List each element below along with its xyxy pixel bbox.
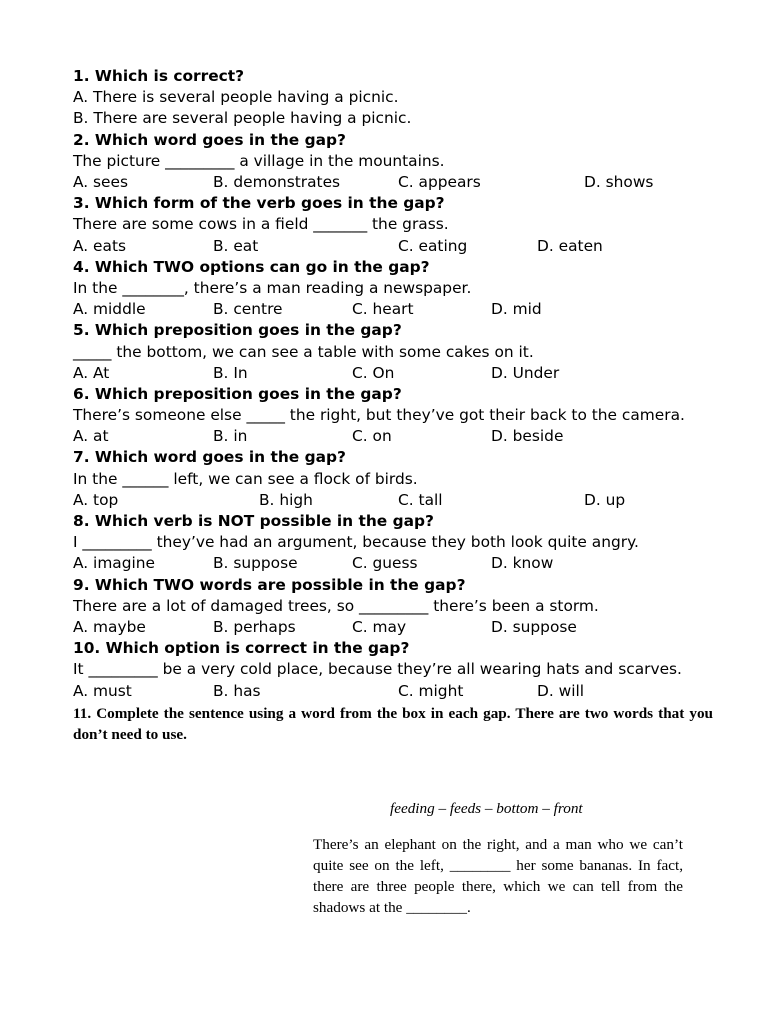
option-d: D. shows [584,172,654,191]
question-4 [73,257,713,321]
question-title: 2. Which word goes in the gap? [73,130,346,149]
question-stem: It _________ be a very cold place, because they’re all wearing hats and scarves. [73,660,682,679]
option-b: B. perhaps [213,618,296,637]
option-c: C. appears [398,172,481,191]
question-10 [73,638,713,702]
option-b: B. in [213,427,248,446]
options-row [73,553,713,574]
options-row [73,236,713,257]
question-title: 8. Which verb is NOT possible in the gap? [73,512,434,531]
question-3 [73,193,713,257]
option-d: D. up [584,490,626,509]
option-d: D. know [491,554,554,573]
question-option-line: A. There is several people having a picnic. [73,88,399,107]
question-11-instruction: 11. Complete the sentence using a word from the box in each gap. There are two words that you don’t need to use. [73,704,713,743]
options-row [73,299,713,320]
option-a: A. middle [73,300,146,319]
option-c: C. guess [352,554,418,573]
question-title: 10. Which option is correct in the gap? [73,639,410,658]
options-row [73,426,713,447]
question-option-line: B. There are several people having a picnic. [73,109,412,128]
question-stem: I _________ they’ve had an argument, because they both look quite angry. [73,533,639,552]
option-b: B. eat [213,236,259,255]
question-stem: In the ________, there’s a man reading a newspaper. [73,278,472,297]
option-b: B. demonstrates [213,172,341,191]
option-c: C. tall [398,490,443,509]
option-a: A. maybe [73,618,146,637]
options-row [73,617,713,638]
question-9 [73,575,713,639]
question-title: 6. Which preposition goes in the gap? [73,384,402,403]
question-stem: There’s someone else _____ the right, but they’ve got their back to the camera. [73,406,685,425]
question-title: 5. Which preposition goes in the gap? [73,321,402,340]
question-stem: The picture _________ a village in the mountains. [73,151,445,170]
options-row [73,363,713,384]
option-d: D. Under [491,363,560,382]
question-7 [73,447,713,511]
option-b: B. centre [213,300,283,319]
question-title: 3. Which form of the verb goes in the gap? [73,194,445,213]
option-d: D. mid [491,300,542,319]
option-c: C. may [352,618,407,637]
question-title: 4. Which TWO options can go in the gap? [73,257,430,276]
question-stem: In the ______ left, we can see a flock of birds. [73,469,418,488]
question-6 [73,384,713,448]
option-c: C. eating [398,236,468,255]
gap-fill-paragraph: There’s an elephant on the right, and a man who we can’t quite see on the left, ________ her some bananas. In fact, there are three people there, which we can tell from the shadows at the ________. [313,836,683,916]
option-b: B. high [259,490,313,509]
word-box: feeding – feeds – bottom – front [390,800,583,817]
question-title: 1. Which is correct? [73,67,245,85]
options-row [73,490,713,511]
question-5 [73,320,713,384]
question-stem: There are some cows in a field _______ the grass. [73,215,449,234]
question-8 [73,511,713,575]
question-title: 7. Which word goes in the gap? [73,448,346,467]
option-b: B. suppose [213,554,298,573]
option-d: D. will [537,681,585,700]
option-c: C. on [352,427,392,446]
option-d: D. beside [491,427,564,446]
option-c: C. heart [352,300,414,319]
question-title: 9. Which TWO words are possible in the gap? [73,575,466,594]
question-stem: _____ the bottom, we can see a table with some cakes on it. [73,342,534,361]
options-row [73,681,713,702]
option-a: A. sees [73,172,129,191]
option-a: A. must [73,681,132,700]
option-a: A. At [73,363,110,382]
option-a: A. imagine [73,554,156,573]
option-b: B. has [213,681,261,700]
option-c: C. On [352,363,395,382]
worksheet [73,66,713,916]
option-a: A. top [73,490,119,509]
option-c: C. might [398,681,464,700]
question-stem: There are a lot of damaged trees, so _________ there’s been a storm. [73,596,599,615]
option-a: A. at [73,427,109,446]
option-d: D. eaten [537,236,603,255]
option-a: A. eats [73,236,126,255]
question-2 [73,130,713,194]
options-row [73,172,713,193]
question-1 [73,66,713,130]
option-d: D. suppose [491,618,577,637]
option-b: B. In [213,363,248,382]
